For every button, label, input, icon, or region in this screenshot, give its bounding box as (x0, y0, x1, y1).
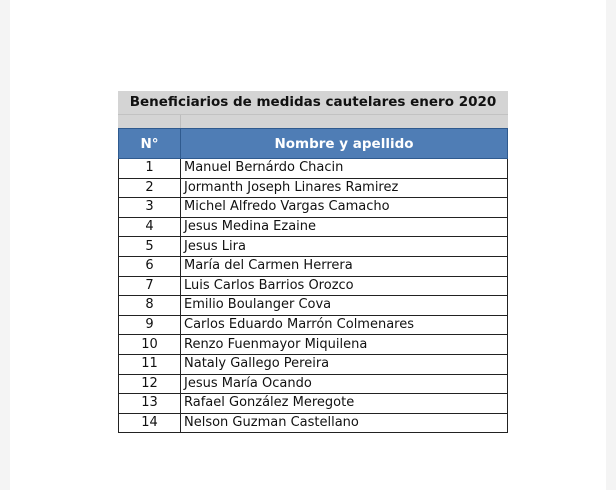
table-row (119, 413, 508, 433)
row-number: 13 (119, 394, 181, 414)
row-number: 10 (119, 335, 181, 355)
table-row (119, 335, 508, 355)
row-name: Renzo Fuenmayor Miquilena (181, 335, 508, 355)
table-row (119, 178, 508, 198)
beneficiaries-table (118, 128, 508, 433)
row-name: Manuel Bernárdo Chacin (181, 159, 508, 179)
table-row (119, 374, 508, 394)
row-number: 6 (119, 256, 181, 276)
table-row (119, 237, 508, 257)
row-name: Nelson Guzman Castellano (181, 413, 508, 433)
row-number: 11 (119, 354, 181, 374)
row-name: Jesus Medina Ezaine (181, 217, 508, 237)
table-row (119, 354, 508, 374)
row-name: Jesus Lira (181, 237, 508, 257)
row-name: Nataly Gallego Pereira (181, 354, 508, 374)
column-header-name: Nombre y apellido (181, 129, 508, 159)
row-name: Emilio Boulanger Cova (181, 296, 508, 316)
table-row (119, 296, 508, 316)
row-number: 5 (119, 237, 181, 257)
row-name: Jesus María Ocando (181, 374, 508, 394)
row-name: Jormanth Joseph Linares Ramirez (181, 178, 508, 198)
spacer-row (118, 115, 508, 128)
table-row (119, 256, 508, 276)
table-row (119, 198, 508, 218)
table-row (119, 276, 508, 296)
row-name: María del Carmen Herrera (181, 256, 508, 276)
row-name: Luis Carlos Barrios Orozco (181, 276, 508, 296)
beneficiaries-sheet (118, 91, 508, 433)
table-row (119, 394, 508, 414)
row-number: 8 (119, 296, 181, 316)
row-number: 7 (119, 276, 181, 296)
document-page (10, 0, 606, 490)
row-number: 4 (119, 217, 181, 237)
table-row (119, 159, 508, 179)
row-number: 12 (119, 374, 181, 394)
row-name: Michel Alfredo Vargas Camacho (181, 198, 508, 218)
row-number: 3 (119, 198, 181, 218)
table-row (119, 217, 508, 237)
row-number: 1 (119, 159, 181, 179)
row-name: Rafael González Meregote (181, 394, 508, 414)
column-header-number: N° (119, 129, 181, 159)
row-name: Carlos Eduardo Marrón Colmenares (181, 315, 508, 335)
table-header-row (119, 129, 508, 159)
row-number: 9 (119, 315, 181, 335)
sheet-title: Beneficiarios de medidas cautelares enero 2020 (118, 91, 508, 115)
row-number: 2 (119, 178, 181, 198)
row-number: 14 (119, 413, 181, 433)
table-row (119, 315, 508, 335)
